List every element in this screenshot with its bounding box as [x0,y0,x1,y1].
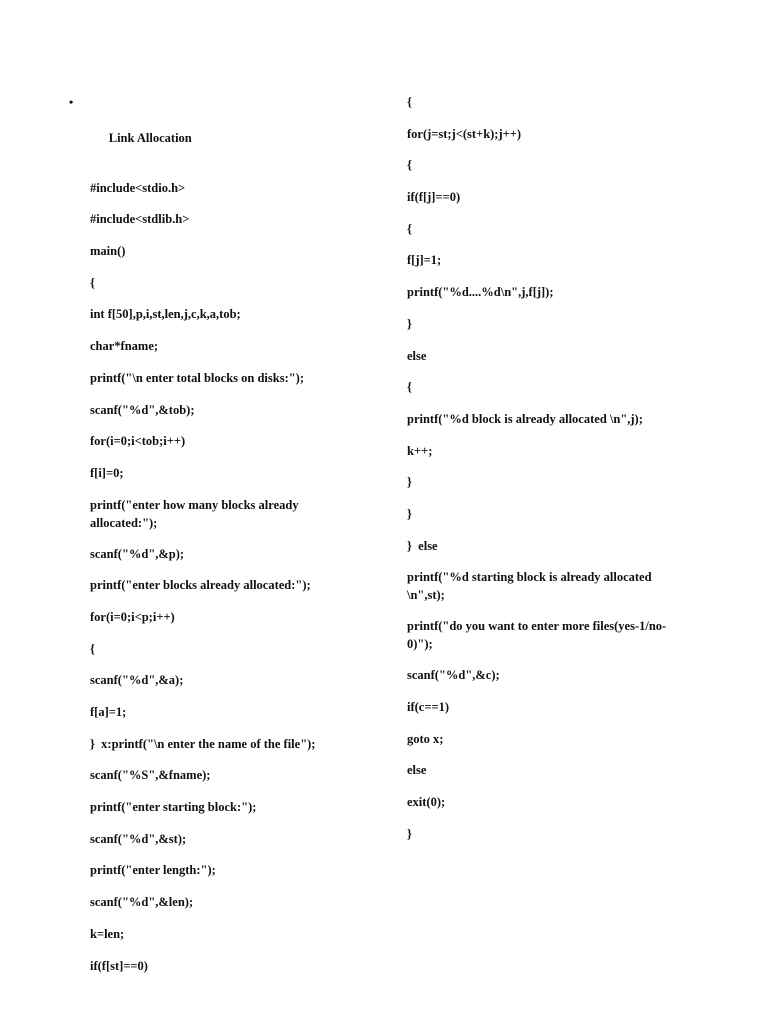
code-line: else [407,763,427,778]
code-line: exit(0); [407,795,446,810]
code-line: printf("enter length:"); [90,863,216,878]
bullet-icon: • [69,95,74,109]
code-line: { [407,380,412,395]
code-line: scanf("%S",&fname); [90,768,211,783]
code-line: scanf("%d",&a); [90,673,184,688]
code-line: k=len; [90,926,125,941]
code-line: { [90,275,95,290]
code-line: } [407,316,412,331]
code-line: main() [90,244,126,259]
code-line: scanf("%d",&c); [407,668,500,683]
code-line: printf("\n enter total blocks on disks:"); [90,370,305,385]
code-line: printf("%d block is already allocated \n",j); [407,411,643,426]
code-line: for(j=st;j<(st+k);j++) [407,126,522,141]
code-line: char*fname; [90,339,159,354]
code-line: } else [407,538,438,553]
code-line: else [407,348,427,363]
code-line: printf("enter blocks already allocated:"); [90,578,311,593]
code-line: } x:printf("\n enter the name of the file"); [90,736,316,751]
code-line: scanf("%d",&tob); [90,402,195,417]
code-line: if(f[j]==0) [407,190,461,205]
code-line: { [407,95,412,109]
left-code-column [69,93,380,988]
right-code-column [407,93,697,856]
code-line: #include<stdio.h> [90,180,186,195]
code-line: { [407,158,412,173]
code-line: f[a]=1; [90,705,127,719]
code-line: for(i=0;i<p;i++) [90,609,175,624]
code-line: printf("%d....%d\n",j,f[j]); [407,285,554,300]
code-line: } [407,506,412,521]
code-line: for(i=0;i<tob;i++) [90,434,186,449]
code-line: scanf("%d",&len); [90,895,194,910]
section-heading [45,93,380,165]
code-line: printf("enter starting block:"); [90,800,257,815]
code-line: goto x; [407,731,444,746]
code-line: #include<stdlib.h> [90,212,190,227]
code-line: f[i]=0; [90,465,124,480]
code-line: scanf("%d",&p); [90,546,185,561]
code-line: { [407,221,412,236]
code-line: scanf("%d",&st); [90,831,187,846]
code-line: printf("%d starting block is already allocated \n",st); [407,570,655,603]
section-title: Link Allocation [108,131,192,145]
code-line: k++; [407,443,433,458]
code-line: f[j]=1; [407,253,442,268]
code-line: } [407,826,412,841]
code-line: if(c==1) [407,700,450,714]
code-line: printf("do you want to enter more files(yes-1/no-0)"); [407,619,667,652]
code-line: printf("enter how many blocks already allocated:"); [90,497,302,530]
code-line: if(f[st]==0) [90,958,148,973]
code-line: { [90,641,95,656]
code-line: } [407,475,412,490]
code-line: int f[50],p,i,st,len,j,c,k,a,tob; [90,307,241,322]
